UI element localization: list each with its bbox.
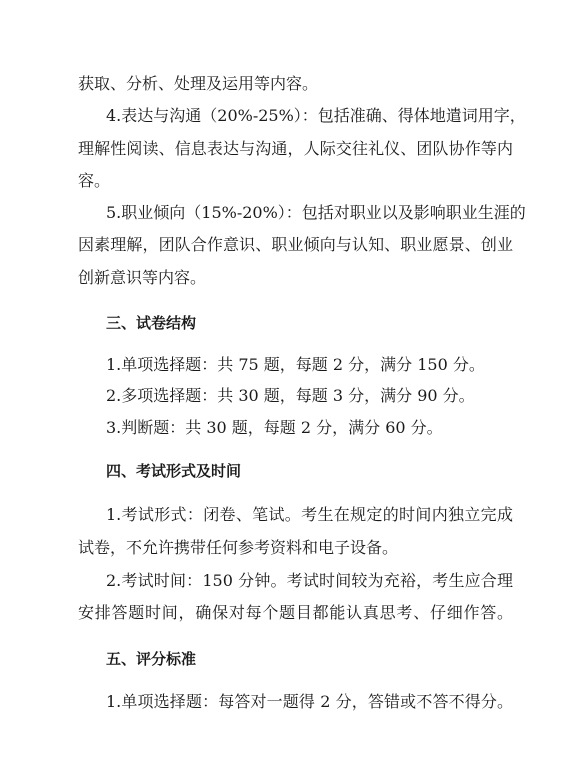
section-heading: 四、考试形式及时间 [106,462,242,480]
text-line: 理解性阅读、信息表达与沟通，人际交往礼仪、团队协作等内 [78,139,513,158]
section-heading: 三、试卷结构 [106,314,197,332]
text-line: 1.单项选择题：每答对一题得 2 分，答错或不答不得分。 [106,692,513,711]
text-line: 5.职业倾向（15%-20%）：包括对职业以及影响职业生涯的 [106,203,526,222]
section-heading: 五、评分标准 [106,650,197,668]
text-line: 获取、分析、处理及运用等内容。 [78,74,319,93]
text-line: 1.考试形式：闭卷、笔试。考生在规定的时间内独立完成 [106,505,513,524]
text-line: 因素理解，团队合作意识、职业倾向与认知、职业愿景、创业 [78,235,513,254]
text-line: 创新意识等内容。 [78,268,207,287]
text-line: 4.表达与沟通（20%-25%）：包括准确、得体地遣词用字， [106,106,526,125]
text-line: 试卷，不允许携带任何参考资料和电子设备。 [78,538,399,557]
text-line: 3.判断题：共 30 题，每题 2 分，满分 60 分。 [106,418,443,437]
text-line: 1.单项选择题：共 75 题，每题 2 分，满分 150 分。 [106,355,485,374]
text-line: 容。 [78,171,111,190]
text-line: 安排答题时间，确保对每个题目都能认真思考、仔细作答。 [78,603,513,622]
text-line: 2.考试时间：150 分钟。考试时间较为充裕，考生应合理 [106,571,513,590]
text-line: 2.多项选择题：共 30 题，每题 3 分，满分 90 分。 [106,386,475,405]
